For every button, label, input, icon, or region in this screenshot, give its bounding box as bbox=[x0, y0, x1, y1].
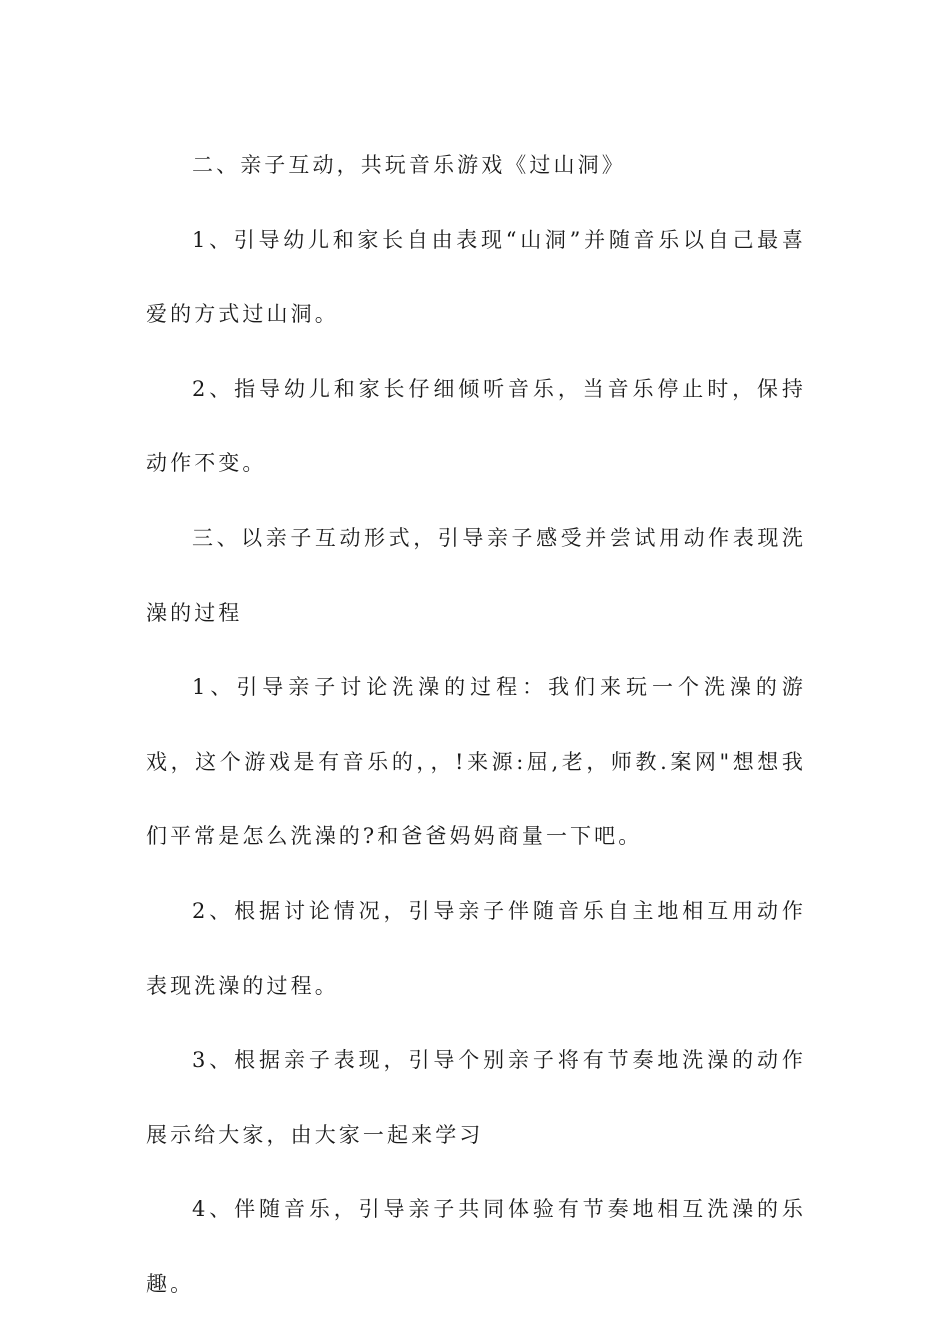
paragraph-2-2: 2、指导幼儿和家长仔细倾听音乐，当音乐停止时，保持动作不变。 bbox=[146, 376, 806, 476]
paragraph-3-3: 3、根据亲子表现，引导个别亲子将有节奏地洗澡的动作展示给大家，由大家一起来学习 bbox=[146, 1048, 806, 1147]
section-heading-three: 三、以亲子互动形式，引导亲子感受并尝试用动作表现洗澡的过程 bbox=[146, 525, 806, 625]
paragraph-2-1: 1、引导幼儿和家长自由表现“山洞”并随音乐以自己最喜爱的方式过山洞。 bbox=[146, 227, 806, 327]
paragraph-3-1: 1、引导亲子讨论洗澡的过程：我们来玩一个洗澡的游戏，这个游戏是有音乐的，，!来源:屈,老，师教.案网"想想我们平常是怎么洗澡的?和爸爸妈妈商量一下吧。 bbox=[146, 675, 806, 849]
paragraph-3-2: 2、根据讨论情况，引导亲子伴随音乐自主地相互用动作表现洗澡的过程。 bbox=[146, 898, 806, 998]
paragraph-3-4: 4、伴随音乐，引导亲子共同体验有节奏地相互洗澡的乐趣。 bbox=[146, 1197, 806, 1296]
section-heading-two: 二、亲子互动，共玩音乐游戏《过山洞》 bbox=[192, 153, 626, 177]
document-body bbox=[146, 128, 806, 1322]
